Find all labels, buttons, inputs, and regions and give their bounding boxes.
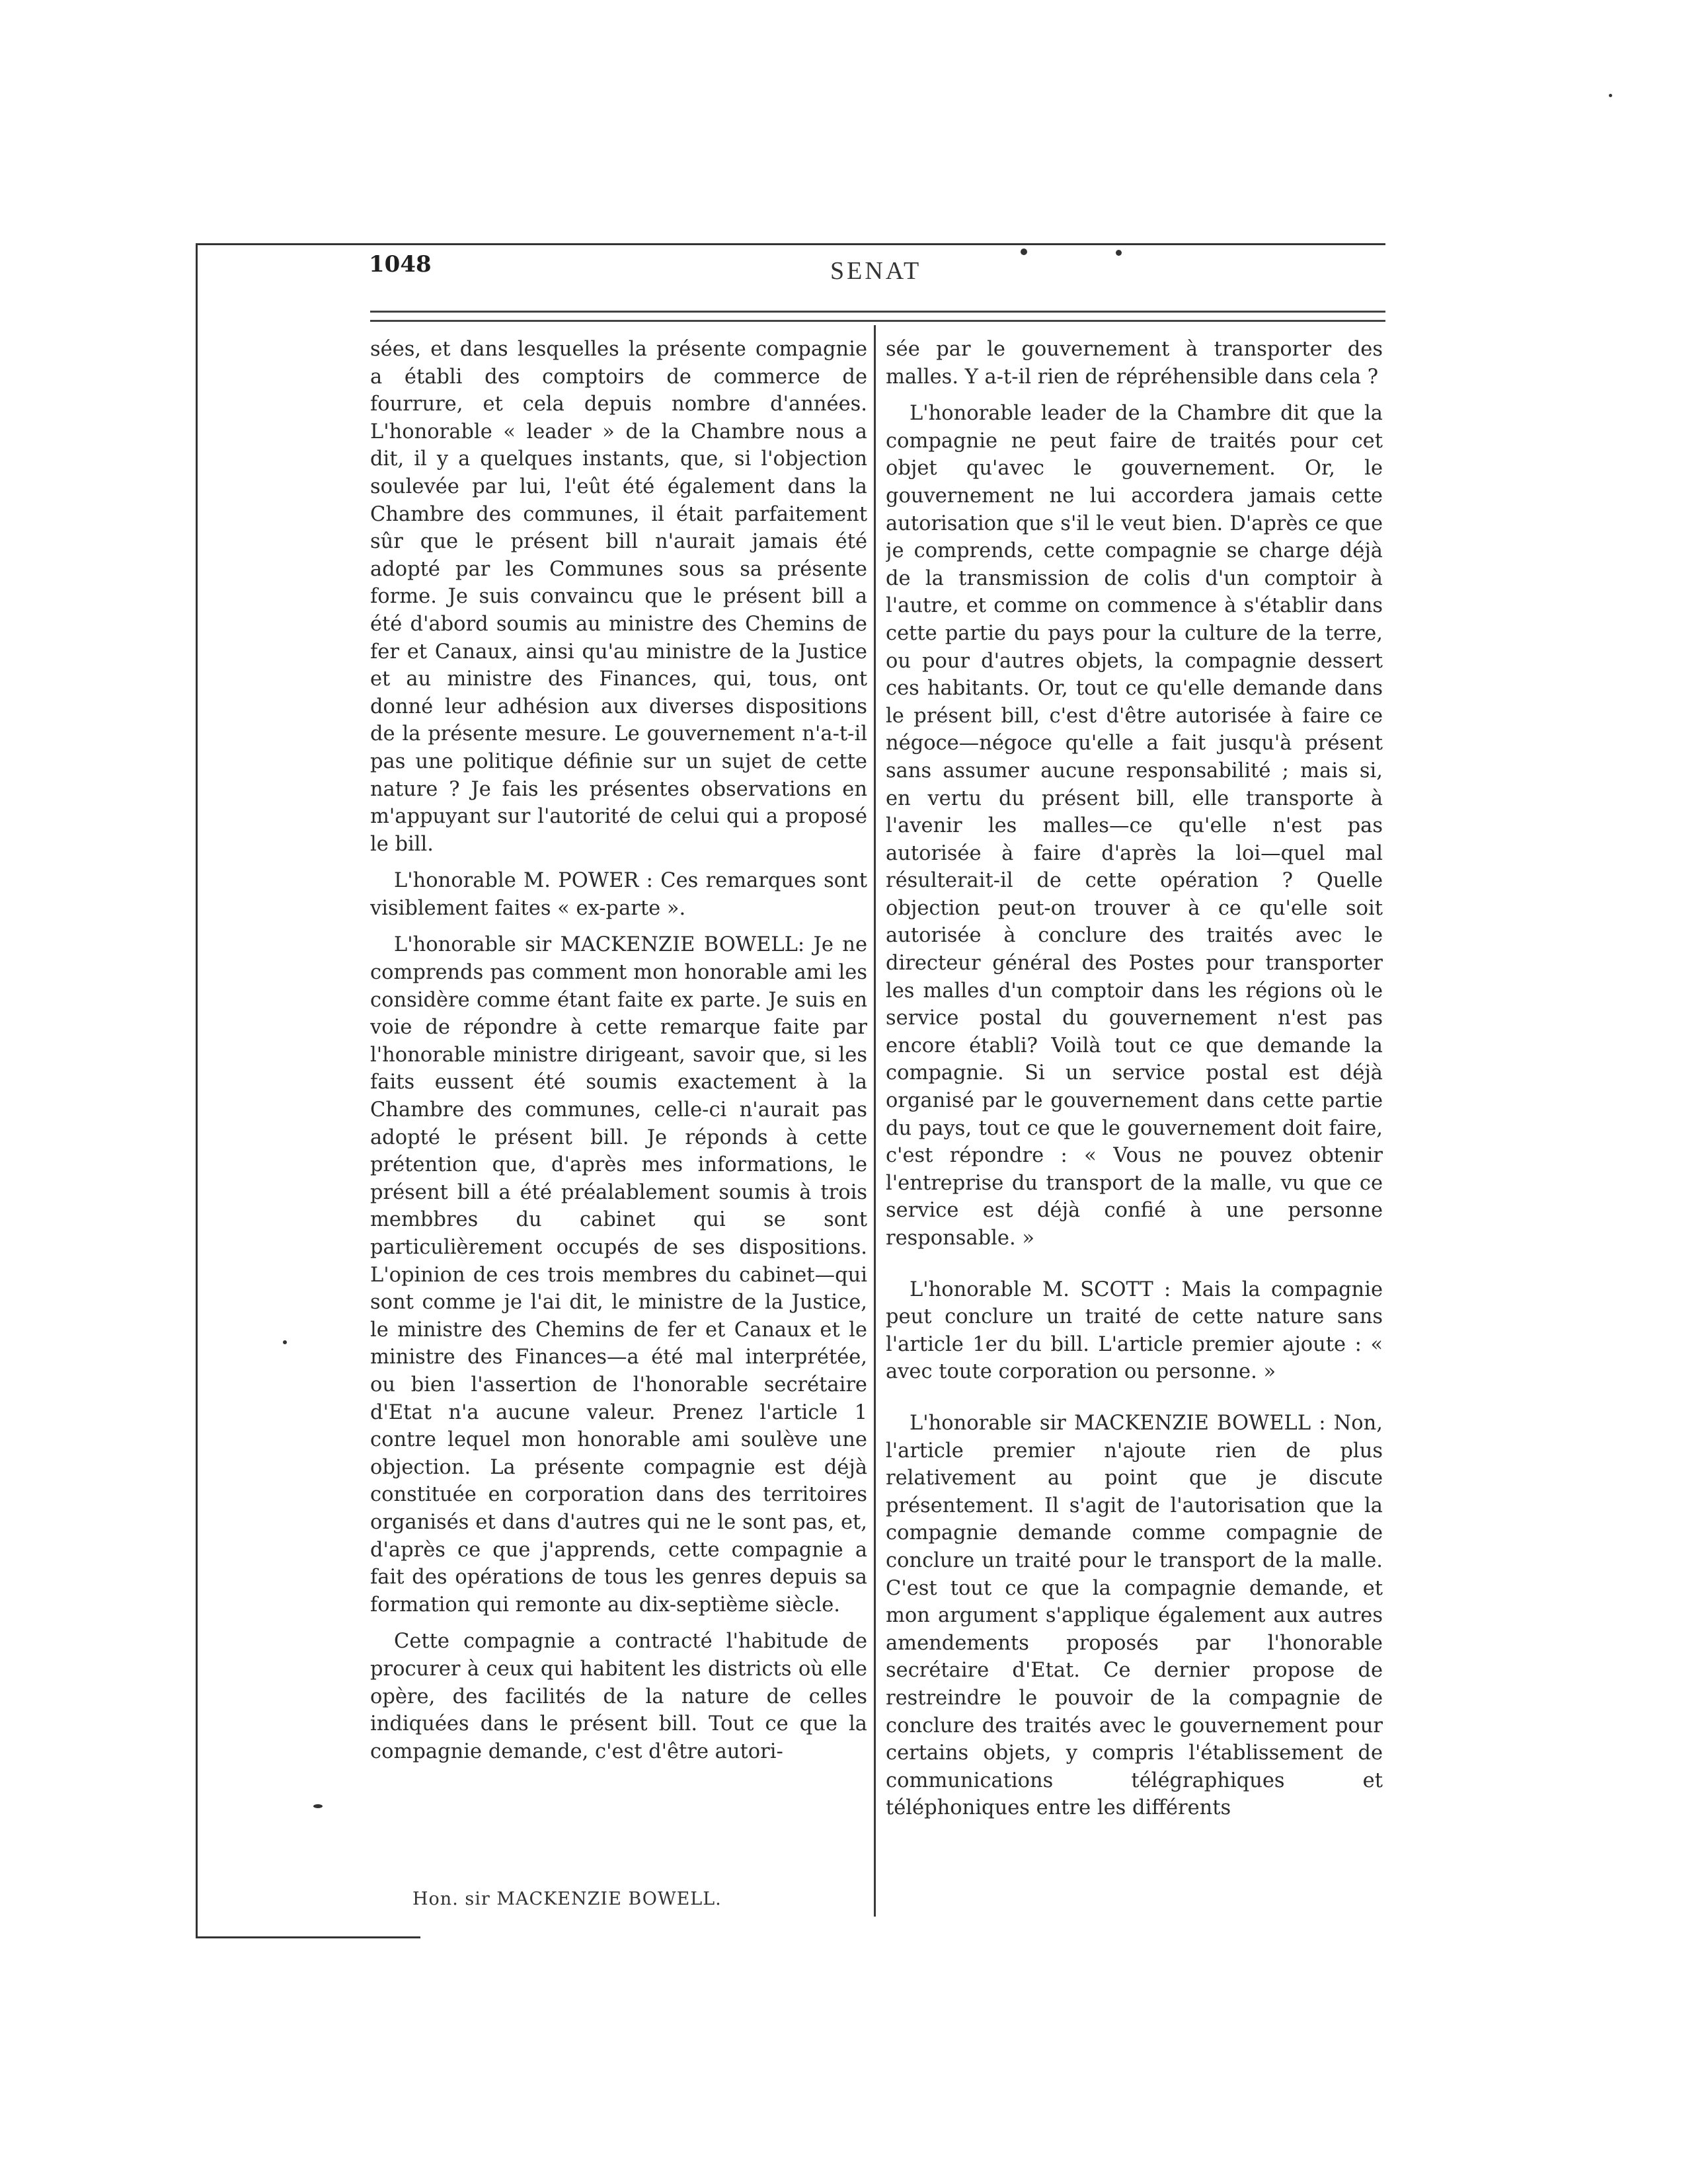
page-frame-left: [196, 243, 198, 1938]
page-number: 1048: [369, 251, 432, 278]
paragraph: L'honorable sir MACKENZIE BOWELL: Je ne comprends pas comment mon honorable ami les considère comme étant faite ex parte. Je suis en voie de répondre à cette remarque faite par l'honorable ministre dirigeant, savoir que, si les faits eussent été soumis exactement à la Chambre des communes, celle-ci n'aurait pas adopté le présent bill. Je réponds à cette prétention que, d'après mes informations, le présent bill a été préalablement soumis à trois membbres du cabinet qui se sont particulièrement occupés de ses dispositions. L'opinion de ces trois membres du cabinet—qui sont comme je l'ai dit, le ministre de la Justice, le ministre des Chemins de fer et Canaux et le ministre des Finances—a été mal interprétée, ou bien l'assertion de l'honorable secrétaire d'Etat n'a aucune valeur. Prenez l'article 1 contre lequel mon honorable ami soulève une objection. La présente compagnie est déjà constituée en corporation dans des territoires organisés et dans d'autres qui ne le sont pas, et, d'après ce que j'apprends, cette compagnie a fait des opérations de tous les genres depuis sa formation qui remonte au dix-septième siècle.: [370, 933, 867, 1617]
paragraph: Cette compagnie a contracté l'habitude de procurer à ceux qui habitent les districts où elle opère, des facilités de la nature de celles indiquées dans le présent bill. Tout ce que la compagnie demande, c'est d'être autori-: [370, 1630, 867, 1763]
scan-speck: [1609, 94, 1612, 97]
paragraph: sées, et dans lesquelles la présente compagnie a établi des comptoirs de commerce de fourrure, et cela depuis nombre d'années. L'honorable « leader » de la Chambre nous a dit, il y a quelques instants, que, si l'objection soulevée par lui, l'eût été également dans la Chambre des communes, il était parfaitement sûr que le présent bill n'aurait jamais été adopté par les Communes sous sa présente forme. Je suis convaincu que le présent bill a été d'abord soumis au ministre des Chemins de fer et Canaux, ainsi qu'au ministre de la Justice et au ministre des Finances, qui, tous, ont donné leur adhésion aux diverses dispositions de la présente mesure. Le gouvernement n'a-t-il pas une politique définie sur un sujet de cette nature ? Je fais les présentes observations en m'appuyant sur l'autorité de celui qui a proposé le bill.: [370, 338, 867, 856]
page-frame-top: [196, 243, 1385, 245]
column-divider: [874, 325, 876, 1917]
running-head-title: SENAT: [830, 257, 922, 285]
right-column: [886, 336, 1383, 1915]
footer-speaker: Hon. sir MACKENZIE BOWELL.: [412, 1889, 722, 1909]
paragraph: L'honorable M. SCOTT : Mais la compagnie peut conclure un traité de cette nature sans l'article 1er du bill. L'article premier ajoute : « avec toute corporation ou personne. »: [886, 1277, 1383, 1384]
paragraph: sée par le gouvernement à transporter des malles. Y a-t-il rien de répréhensible dans cela ?: [886, 338, 1383, 389]
header-rule-top: [370, 311, 1385, 313]
header-rule-bottom: [370, 320, 1385, 322]
paragraph: L'honorable M. POWER : Ces remarques sont visiblement faites « ex-parte ».: [370, 869, 867, 920]
scan-speck: [283, 1340, 287, 1344]
paragraph: L'honorable sir MACKENZIE BOWELL : Non, l'article premier n'ajoute rien de plus relativement au point que je discute présentement. Il s'agit de l'autorisation que la compagnie demande comme compagnie de conclure un traité pour le transport de la malle. C'est tout ce que la compagnie demande, et mon argument s'applique également aux autres amendements proposés par l'honorable secrétaire d'Etat. Ce dernier propose de restreindre le pouvoir de la compagnie de conclure des traités avec le gouvernement pour certains objets, y compris l'établissement de communications télégraphiques et téléphoniques entre les différents: [886, 1411, 1383, 1820]
scan-speck: [1116, 250, 1122, 256]
left-column: [370, 336, 867, 1915]
page-frame-bottom: [196, 1936, 420, 1938]
scan-speck: [1021, 248, 1027, 255]
scan-speck: [313, 1804, 323, 1808]
paragraph: L'honorable leader de la Chambre dit que la compagnie ne peut faire de traités pour cet objet qu'avec le gouvernement. Or, le gouvernement ne lui accordera jamais cette autorisation que s'il le veut bien. D'après ce que je comprends, cette compagnie se charge déjà de la transmission de colis d'un comptoir à l'autre, et comme on commence à s'établir dans cette partie du pays pour la culture de la terre, ou pour d'autres objets, la compagnie dessert ces habitants. Or, tout ce qu'elle demande dans le présent bill, c'est d'être autorisée à faire ce négoce—négoce qu'elle a fait jusqu'à présent sans assumer aucune responsabilité ; mais si, en vertu du présent bill, elle transporte à l'avenir les malles—ce qu'elle n'est pas autorisée à faire d'après la loi—quel mal résulterait-il de cette opération ? Quelle objection peut-on trouver à ce qu'elle soit autorisée à conclure des traités avec le directeur général des Postes pour transporter les malles d'un comptoir dans les régions où le service postal du gouvernement n'est pas encore établi? Voilà tout ce que demande la compagnie. Si un service postal est déjà organisé par le gouvernement dans cette partie du pays, tout ce que le gouvernement doit faire, c'est répondre : « Vous ne pouvez obtenir l'entreprise du transport de la malle, vu que ce service est déjà confié à une personne responsable. »: [886, 402, 1383, 1250]
